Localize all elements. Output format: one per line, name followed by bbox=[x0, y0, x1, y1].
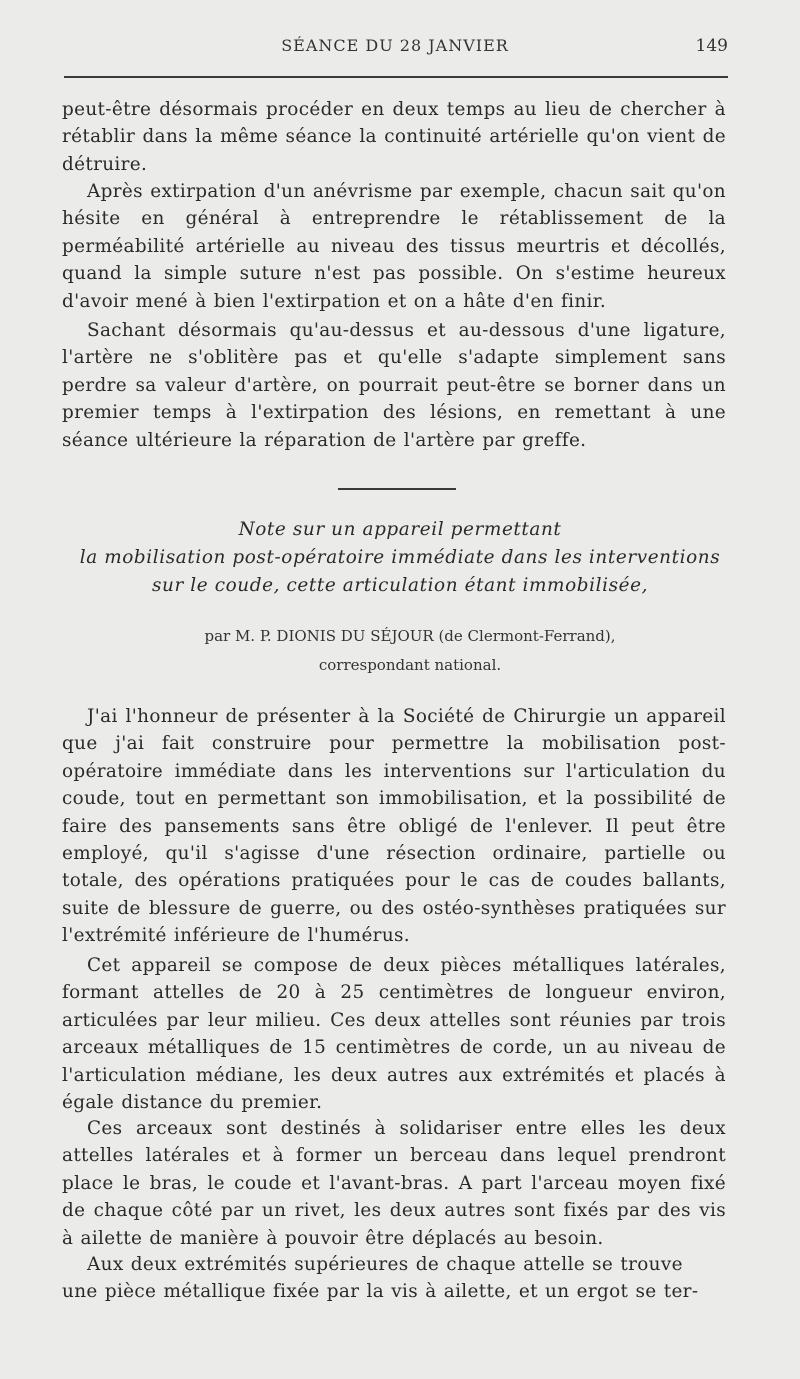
note-title bbox=[50, 516, 750, 600]
paragraph-composition: Cet appareil se compose de deux pièces métalliques latérales, formant attelles de 20 à 25 centimètres de longueur environ, articulées par leur milieu. Ces deux attelles sont réunies par trois arceaux métalliques de 15 centimètres de corde, un au niveau de l'articulation médiane, les deux autres aux extrémités et placés à égale distance du premier. bbox=[62, 955, 726, 1114]
note-title-line-1: Note sur un appareil permettant bbox=[238, 519, 562, 540]
author-affiliation: correspondant national. bbox=[318, 656, 502, 674]
paragraph-aneurysm: Après extirpation d'un anévrisme par exemple, chacun sait qu'on hésite en général à entreprendre le rétablissement de la perméabilité artérielle au niveau des tissus meurtris et décollés, quand la simple suture n'est pas possible. On s'estime heureux d'avoir mené à bien l'extirpation et on a hâte d'en finir. bbox=[62, 181, 726, 312]
note-title-line-2: la mobilisation post-opératoire immédiate dans les interventions bbox=[79, 547, 721, 568]
header-rule bbox=[64, 76, 728, 78]
paragraph-introduction: J'ai l'honneur de présenter à la Société de Chirurgie un appareil que j'ai fait construire pour permettre la mobilisation post-opératoire immédiate dans les interventions sur l'articulation du coude, tout en permettant son immobilisation, et la possibilité de faire des pansements sans être obligé de l'enlever. Il peut être employé, qu'il s'agisse d'une résection ordinaire, partielle ou totale, des opérations pratiquées pour le cas de coudes ballants, suite de blessure de guerre, ou des ostéo-synthèses pratiquées sur l'extrémité inférieure de l'humérus. bbox=[62, 706, 726, 947]
author-byline bbox=[80, 622, 740, 680]
author-name: par M. P. DIONIS DU SÉJOUR (de Clermont-Ferrand), bbox=[204, 627, 616, 645]
paragraph-arceaux: Ces arceaux sont destinés à solidariser entre elles les deux attelles latérales et à former un berceau dans lequel prendront place le bras, le coude et l'avant-bras. A part l'arceau moyen fixé de chaque côté par un rivet, les deux autres sont fixés par des vis à ailette de manière à pouvoir être déplacés au besoin. bbox=[62, 1118, 726, 1249]
paragraph-continued: peut-être désormais procéder en deux temps au lieu de chercher à rétablir dans la même séance la continuité artérielle qu'on vient de détruire. bbox=[62, 99, 726, 175]
section-divider bbox=[338, 488, 456, 490]
paragraph-extremities-continued: une pièce métallique fixée par la vis à ailette, et un ergot se ter- bbox=[62, 1281, 699, 1302]
running-title: SÉANCE DU 28 JANVIER bbox=[281, 36, 509, 55]
note-title-line-3: sur le coude, cette articulation étant immobilisée, bbox=[151, 575, 649, 596]
paragraph-ligature: Sachant désormais qu'au-dessus et au-dessous d'une ligature, l'artère ne s'oblitère pas et qu'elle s'adapte simplement sans perdre sa valeur d'artère, on pourrait peut-être se borner dans un premier temps à l'extirpation des lésions, en remettant à une séance ultérieure la réparation de l'artère par greffe. bbox=[62, 320, 726, 451]
page-number: 149 bbox=[695, 36, 728, 56]
running-head bbox=[62, 36, 728, 60]
paragraph-extremities: Aux deux extrémités supérieures de chaque attelle se trouve bbox=[87, 1254, 683, 1275]
